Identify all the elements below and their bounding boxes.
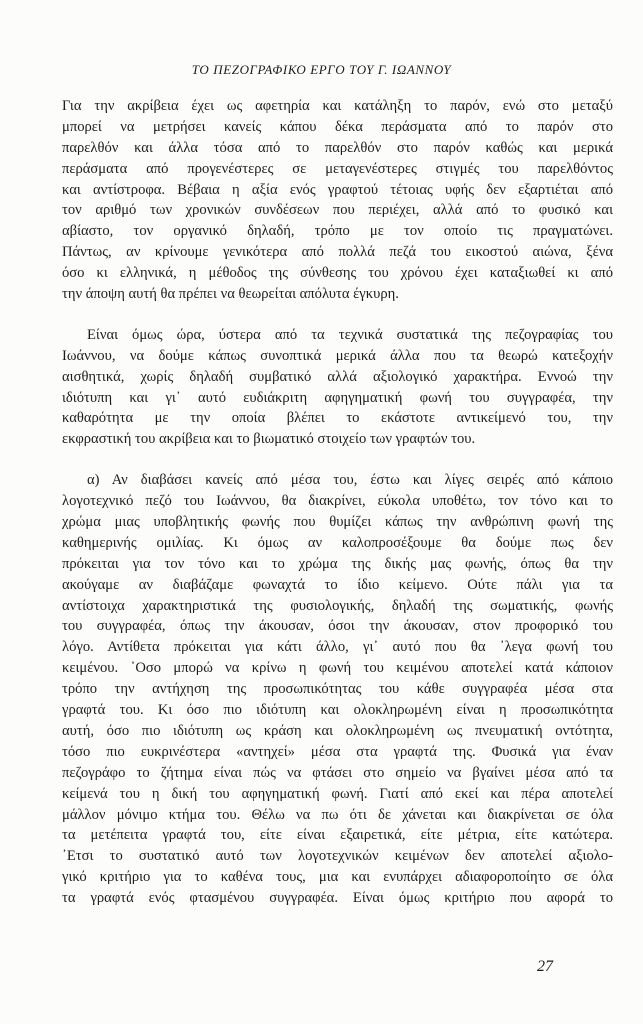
text-line: κείμενά του η δική του αφηγηματική φωνή. Γιατί από εκεί και πέρα αποτελεί — [62, 785, 613, 802]
text-line: κειμένου. ᾽Οσο μπορώ να κρίνω η φωνή του κειμένου αποτελεί κατά κάποιον — [62, 660, 613, 677]
text-line: εκφραστική του ακρίβεια και το βιωματικό στοιχείο των γραφτών του. — [62, 431, 476, 448]
text-line: μάλλον μόνιμο κτήμα του. Θέλω να πω ότι δε χάνεται και διακρίνεται σε όλα — [62, 806, 613, 823]
text-line: χρώμα μιας υποβλητικής φωνής που θυμίζει κάπως την ανθρώπινη φωνή της — [62, 514, 613, 531]
text-line: αβίαστο, τον οργανικό δηλαδή, τρόπο με τον οποίο τις πραγματώνει. — [62, 223, 613, 240]
text-line: αντίστοιχα χαρακτηριστικά της φυσιολογικής, δηλαδή της σωματικής, φωνής — [62, 597, 613, 614]
text-line: αισθητικά, χωρίς δηλαδή συμβατικό αλλά αξιολογικό χαρακτήρα. Εννοώ την — [62, 368, 613, 385]
text-line: γραφτά του. Κι όσο πιο ιδιότυπη και ολοκληρωμένη είναι η προσωπικότητα — [62, 702, 613, 719]
text-line: γικό κριτήριο για το καθένα τους, μια και ενυπάρχει αδιαφοροποίητο σε όλα — [62, 869, 613, 886]
text-line: τρόπο την αντήχηση της προσωπικότητας του κάθε συγγραφέα μέσα στα — [62, 681, 613, 698]
text-line: ιδιότυπη και γι᾽ αυτό ευδιάκριτη αφηγηματική φωνή του συγγραφέα, την — [62, 389, 613, 406]
text-line: τα μετέπειτα γραφτά του, είτε είναι εξαιρετικά, είτε μέτρια, είτε κατώτερα. — [62, 827, 613, 844]
text-line: παρελθόν και άλλα τόσα από το παρελθόν στο παρόν καθώς και μερικά — [62, 139, 613, 156]
running-header: ΤΟ ΠΕΖΟΓΡΑΦΙΚΟ ΕΡΓΟ ΤΟΥ Γ. ΙΩΑΝΝΟΥ — [191, 62, 452, 77]
text-line: αυτή, όσο πιο ιδιότυπη ως κράση και ολοκληρωμένη ως πνευματική οντότητα, — [62, 722, 613, 739]
text-line: καθημερινής ομιλίας. Κι όμως αν καλοπροσέξουμε θα δούμε πως δεν — [62, 534, 613, 551]
paragraph — [62, 470, 613, 909]
text-line: Πάντως, αν κρίνουμε γενικότερα από πολλά πεζά του εικοστού αιώνα, ξένα — [62, 244, 613, 261]
paragraph — [62, 325, 613, 450]
text-line: Για την ακρίβεια έχει ως αφετηρία και κατάληξη το παρόν, ενώ στο μεταξύ — [62, 98, 613, 114]
paragraph — [62, 96, 613, 305]
text-line: α) Αν διαβάσει κανείς από μέσα του, έστω και λίγες σειρές από κάποιο — [87, 472, 613, 489]
text-line: τόσο πιο ευκρινέστερα «αντηχεί» μέσα στα γραφτά της. Φυσικά για έναν — [62, 743, 613, 760]
text-line: ᾽Ετσι το συστατικό αυτό των λογοτεχνικών κειμένων δεν αποτελεί αξιολο- — [62, 848, 613, 865]
text-line: λογοτεχνικό πεζό του Ιωάννου, θα διακρίνει, εύκολα υποθέτω, τον τόνο και το — [62, 493, 613, 510]
text-line: του συγγραφέα, όπως την άκουσαν, όσοι την άκουσαν, στον προφορικό του — [62, 618, 613, 635]
text-line: λόγο. Αντίθετα πρόκειται για κάτι άλλο, γι᾽ αυτό που θα ᾽λεγα φωνή του — [62, 639, 613, 656]
text-line: τον αριθμό των χρονικών συνδέσεων που περιέχει, αλλά από το φυσικό και — [62, 202, 613, 219]
text-line: τα γραφτά ενός φτασμένου συγγραφέα. Είναι όμως κριτήριο που αφορά το — [62, 890, 613, 907]
text-line: ακούγαμε αν διαβάζαμε φωναχτά το ίδιο κείμενο. Ούτε πάλι για τα — [62, 576, 613, 593]
text-line: καθαρότητα με την οποία βλέπει το εκάστοτε αντικείμενό του, την — [62, 410, 613, 427]
text-line: πεζογράφο το ζήτημα είναι πώς να φτάσει στο σημείο να βγαίνει μέσα από τα — [62, 764, 613, 781]
text-line: όσο κι ελληνικά, η μέθοδος της σύνθεσης του χρόνου έχει καταξιωθεί κι από — [62, 265, 613, 282]
text-line: Ιωάννου, να δούμε κάπως συνοπτικά μερικά άλλα που τα θεωρώ κατεξοχήν — [62, 347, 613, 364]
text-line: Είναι όμως ώρα, ύστερα από τα τεχνικά συστατικά της πεζογραφίας του — [87, 326, 613, 343]
page-number: 27 — [537, 958, 553, 975]
text-line: και αντίστροφα. Βέβαια η αξία ενός γραφτού τέτοιας υφής δεν εξαρτιέται από — [62, 181, 613, 198]
body-text — [62, 96, 613, 909]
text-line: μπορεί να μετρήσει κανείς κάπου δέκα περάσματα από το παρόν στο — [62, 118, 613, 135]
text-line: την άποψη αυτή θα πρέπει να θεωρείται απόλυτα έγκυρη. — [62, 286, 399, 303]
text-line: πρόκειται για τον τόνο και το χρώμα της δικής μας φωνής, όπως θα την — [62, 555, 613, 572]
text-line: περάσματα από προγενέστερες σε μεταγενέστερες στιγμές του παρελθόντος — [62, 160, 613, 177]
